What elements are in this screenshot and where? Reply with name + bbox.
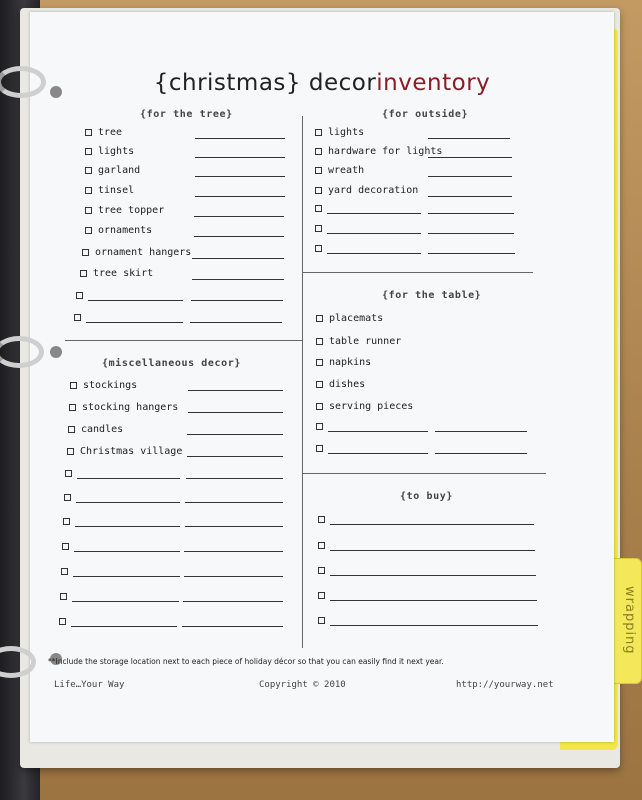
title-brace-text: {christmas} bbox=[153, 70, 302, 96]
blank-checklist-item[interactable] bbox=[318, 516, 331, 523]
checkbox[interactable] bbox=[316, 359, 323, 366]
blank-checklist-item[interactable] bbox=[61, 568, 74, 575]
item-name-blank[interactable] bbox=[71, 626, 177, 627]
to-buy-blank[interactable] bbox=[330, 600, 537, 601]
storage-location-blank[interactable] bbox=[435, 431, 527, 432]
title-word-decor: decor bbox=[308, 70, 377, 96]
section-divider bbox=[303, 473, 546, 474]
section-divider bbox=[303, 272, 533, 273]
blank-checklist-item[interactable] bbox=[318, 567, 331, 574]
checklist-item[interactable] bbox=[315, 185, 418, 196]
blank-checklist-item[interactable] bbox=[74, 314, 87, 321]
checkbox[interactable] bbox=[80, 270, 87, 277]
storage-location-blank[interactable] bbox=[186, 478, 283, 479]
item-label: tree skirt bbox=[93, 268, 154, 279]
page-title bbox=[30, 70, 614, 96]
to-buy-blank[interactable] bbox=[330, 625, 538, 626]
blank-checklist-item[interactable] bbox=[318, 617, 331, 624]
storage-location-blank[interactable] bbox=[428, 253, 515, 254]
checklist-item[interactable] bbox=[67, 446, 182, 457]
title-word-inventory: inventory bbox=[376, 70, 491, 96]
checklist-item[interactable] bbox=[85, 127, 122, 138]
footer-copyright: Copyright © 2010 bbox=[259, 680, 346, 690]
divider-tab-label: wrapping bbox=[622, 585, 637, 655]
item-label: ornament hangers bbox=[95, 247, 192, 258]
divider-tab[interactable] bbox=[612, 558, 642, 684]
item-label: tree topper bbox=[98, 205, 165, 216]
item-label: candles bbox=[81, 424, 124, 435]
item-label: table runner bbox=[329, 336, 402, 347]
checkbox[interactable] bbox=[316, 381, 323, 388]
blank-checklist-item[interactable] bbox=[318, 542, 331, 549]
checklist-item[interactable] bbox=[316, 336, 401, 347]
item-name-blank[interactable] bbox=[327, 233, 421, 234]
item-name-blank[interactable] bbox=[86, 322, 183, 323]
item-name-blank[interactable] bbox=[77, 478, 180, 479]
storage-location-blank[interactable] bbox=[183, 601, 283, 602]
item-name-blank[interactable] bbox=[327, 213, 421, 214]
checkbox[interactable] bbox=[85, 227, 92, 234]
storage-location-blank[interactable] bbox=[188, 390, 283, 391]
storage-location-blank[interactable] bbox=[184, 576, 283, 577]
heading-to-buy: {to buy} bbox=[400, 491, 453, 502]
to-buy-blank[interactable] bbox=[330, 524, 534, 525]
checkbox[interactable] bbox=[316, 338, 323, 345]
item-label: tree bbox=[98, 127, 123, 138]
checkbox[interactable] bbox=[82, 249, 89, 256]
checklist-item[interactable] bbox=[316, 401, 413, 412]
blank-checklist-item[interactable] bbox=[65, 470, 78, 477]
heading-for-the-table: {for the table} bbox=[382, 290, 482, 301]
blank-checklist-item[interactable] bbox=[315, 245, 328, 252]
checklist-item[interactable] bbox=[70, 380, 137, 391]
blank-checklist-item[interactable] bbox=[76, 292, 89, 299]
checklist-item[interactable] bbox=[69, 402, 178, 413]
item-label: placemats bbox=[329, 313, 384, 324]
blank-checklist-item[interactable] bbox=[63, 518, 76, 525]
storage-location-blank[interactable] bbox=[194, 216, 284, 217]
item-name-blank[interactable] bbox=[328, 431, 428, 432]
item-label: napkins bbox=[329, 357, 372, 368]
checklist-item[interactable] bbox=[68, 424, 123, 435]
storage-location-blank[interactable] bbox=[187, 456, 283, 457]
storage-location-blank[interactable] bbox=[435, 453, 527, 454]
storage-location-blank[interactable] bbox=[187, 434, 283, 435]
to-buy-blank[interactable] bbox=[330, 550, 535, 551]
storage-location-blank[interactable] bbox=[195, 138, 285, 139]
checklist-item[interactable] bbox=[85, 185, 134, 196]
footnote: **Include the storage location next to each piece of holiday décor so that you can easily find it next year. bbox=[48, 657, 444, 666]
item-label: yard decoration bbox=[328, 185, 419, 196]
checklist-item[interactable] bbox=[85, 165, 140, 176]
storage-location-blank[interactable] bbox=[192, 258, 284, 259]
blank-checklist-item[interactable] bbox=[316, 423, 329, 430]
to-buy-blank[interactable] bbox=[330, 575, 536, 576]
checkbox[interactable] bbox=[68, 426, 75, 433]
item-label: stockings bbox=[83, 380, 138, 391]
checkbox[interactable] bbox=[318, 592, 325, 599]
checkbox[interactable] bbox=[85, 187, 92, 194]
checkbox[interactable] bbox=[315, 225, 322, 232]
item-label: Christmas village bbox=[80, 446, 183, 457]
item-label: garland bbox=[98, 165, 141, 176]
checkbox[interactable] bbox=[61, 568, 68, 575]
item-label: lights bbox=[328, 127, 365, 138]
checkbox[interactable] bbox=[315, 129, 322, 136]
storage-location-blank[interactable] bbox=[184, 551, 283, 552]
checkbox[interactable] bbox=[315, 167, 322, 174]
checkbox[interactable] bbox=[315, 187, 322, 194]
blank-checklist-item[interactable] bbox=[59, 618, 72, 625]
punch-hole bbox=[50, 346, 62, 358]
checkbox[interactable] bbox=[315, 245, 322, 252]
checklist-item[interactable] bbox=[85, 225, 152, 236]
checkbox[interactable] bbox=[76, 292, 83, 299]
blank-checklist-item[interactable] bbox=[318, 592, 331, 599]
checkbox[interactable] bbox=[316, 403, 323, 410]
checkbox[interactable] bbox=[85, 207, 92, 214]
item-name-blank[interactable] bbox=[72, 601, 179, 602]
item-label: ornaments bbox=[98, 225, 153, 236]
item-name-blank[interactable] bbox=[88, 300, 183, 301]
checklist-item[interactable] bbox=[316, 357, 371, 368]
checklist-item[interactable] bbox=[316, 313, 383, 324]
storage-location-blank[interactable] bbox=[428, 176, 512, 177]
checkbox[interactable] bbox=[62, 543, 69, 550]
item-label: tinsel bbox=[98, 185, 135, 196]
footer-url[interactable]: http://yourway.net bbox=[456, 680, 554, 690]
storage-location-blank[interactable] bbox=[428, 138, 510, 139]
checklist-item[interactable] bbox=[315, 127, 364, 138]
heading-for-outside: {for outside} bbox=[382, 109, 469, 120]
checklist-item[interactable] bbox=[316, 379, 365, 390]
storage-location-blank[interactable] bbox=[192, 279, 284, 280]
item-label: wreath bbox=[328, 165, 365, 176]
storage-location-blank[interactable] bbox=[185, 526, 283, 527]
blank-checklist-item[interactable] bbox=[60, 593, 73, 600]
storage-location-blank[interactable] bbox=[188, 412, 283, 413]
checklist-item[interactable] bbox=[315, 146, 442, 157]
storage-location-blank[interactable] bbox=[428, 213, 514, 214]
checkbox[interactable] bbox=[316, 315, 323, 322]
checklist-item[interactable] bbox=[85, 205, 164, 216]
checkbox[interactable] bbox=[318, 516, 325, 523]
item-name-blank[interactable] bbox=[76, 502, 180, 503]
column-divider bbox=[302, 116, 303, 648]
storage-location-blank[interactable] bbox=[195, 196, 285, 197]
storage-location-blank[interactable] bbox=[185, 502, 283, 503]
checkbox[interactable] bbox=[318, 567, 325, 574]
checkbox[interactable] bbox=[85, 129, 92, 136]
checkbox[interactable] bbox=[70, 382, 77, 389]
storage-location-blank[interactable] bbox=[195, 157, 285, 158]
checkbox[interactable] bbox=[67, 448, 74, 455]
checkbox[interactable] bbox=[63, 518, 70, 525]
checkbox[interactable] bbox=[85, 148, 92, 155]
storage-location-blank[interactable] bbox=[428, 196, 512, 197]
item-name-blank[interactable] bbox=[75, 526, 180, 527]
heading-miscellaneous-decor: {miscellaneous decor} bbox=[102, 358, 242, 369]
storage-location-blank[interactable] bbox=[195, 176, 285, 177]
storage-location-blank[interactable] bbox=[428, 157, 512, 158]
item-name-blank[interactable] bbox=[327, 253, 421, 254]
checklist-item[interactable] bbox=[315, 165, 364, 176]
storage-location-blank[interactable] bbox=[191, 300, 283, 301]
checkbox[interactable] bbox=[315, 148, 322, 155]
item-label: serving pieces bbox=[329, 401, 414, 412]
storage-location-blank[interactable] bbox=[194, 236, 284, 237]
item-label: hardware for lights bbox=[328, 146, 443, 157]
storage-location-blank[interactable] bbox=[190, 322, 282, 323]
blank-checklist-item[interactable] bbox=[62, 543, 75, 550]
checkbox[interactable] bbox=[316, 423, 323, 430]
checkbox[interactable] bbox=[59, 618, 66, 625]
checkbox[interactable] bbox=[85, 167, 92, 174]
checkbox[interactable] bbox=[65, 470, 72, 477]
storage-location-blank[interactable] bbox=[428, 233, 514, 234]
checkbox[interactable] bbox=[60, 593, 67, 600]
checklist-item[interactable] bbox=[82, 247, 191, 258]
item-name-blank[interactable] bbox=[73, 576, 180, 577]
item-name-blank[interactable] bbox=[328, 453, 428, 454]
heading-for-the-tree: {for the tree} bbox=[140, 109, 233, 120]
checkbox[interactable] bbox=[64, 494, 71, 501]
checklist-item[interactable] bbox=[85, 146, 134, 157]
item-label: dishes bbox=[329, 379, 366, 390]
checkbox[interactable] bbox=[318, 617, 325, 624]
checkbox[interactable] bbox=[315, 205, 322, 212]
checkbox[interactable] bbox=[318, 542, 325, 549]
checkbox[interactable] bbox=[316, 445, 323, 452]
blank-checklist-item[interactable] bbox=[316, 445, 329, 452]
blank-checklist-item[interactable] bbox=[315, 225, 328, 232]
checkbox[interactable] bbox=[69, 404, 76, 411]
item-label: stocking hangers bbox=[82, 402, 179, 413]
inventory-page bbox=[30, 12, 614, 742]
checkbox[interactable] bbox=[74, 314, 81, 321]
section-divider bbox=[65, 340, 302, 341]
storage-location-blank[interactable] bbox=[182, 626, 283, 627]
item-label: lights bbox=[98, 146, 135, 157]
item-name-blank[interactable] bbox=[74, 551, 180, 552]
checklist-item[interactable] bbox=[80, 268, 153, 279]
footer-brand: Life…Your Way bbox=[54, 680, 125, 690]
blank-checklist-item[interactable] bbox=[315, 205, 328, 212]
blank-checklist-item[interactable] bbox=[64, 494, 77, 501]
